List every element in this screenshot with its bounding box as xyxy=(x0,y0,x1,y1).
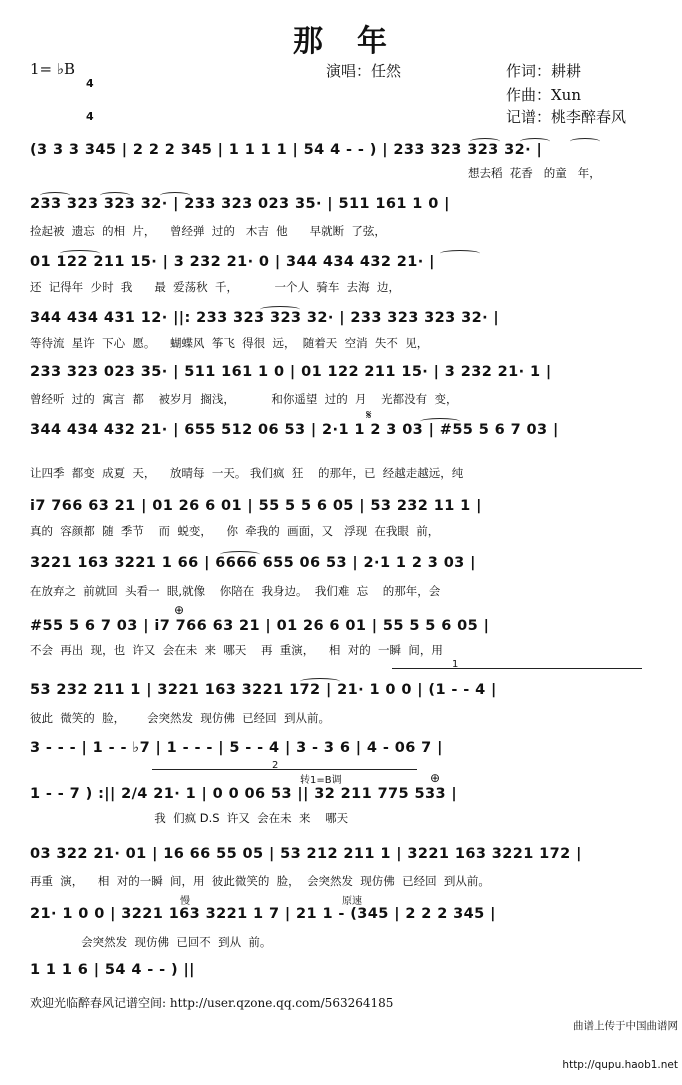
notation-row-13: 03 322 21· 01 | 16 66 55 05 | 53 212 211 1 | 3221 163 3221 172 | xyxy=(30,846,582,862)
slur-mark xyxy=(160,192,190,199)
slur-mark xyxy=(260,306,300,313)
notation-row-15: 1 1 1 6 | 54 4 - - ) || xyxy=(30,962,195,978)
notation-row-7: i7 766 63 21 | 01 26 6 01 | 55 5 5 6 05 | 53 232 11 1 | xyxy=(30,498,482,514)
modulation-label: 转1=B调 xyxy=(300,775,342,786)
notation-row-10: 53 232 211 1 | 3221 163 3221 172 | 21· 1 0 0 | (1 - - 4 | xyxy=(30,682,497,698)
slur-mark xyxy=(440,250,480,257)
lyricist-credit: 作词：耕耕 xyxy=(506,62,582,80)
notation-row-3: 01 122 211 15· | 3 232 21· 0 | 344 434 432 21· | xyxy=(30,254,435,270)
tempo-slow-label: 慢 xyxy=(180,896,190,907)
segno-icon: 𝄋 xyxy=(366,408,372,423)
notation-row-14: 21· 1 0 0 | 3221 163 3221 1 7 | 21 1 - (345 | 2 2 2 345 | xyxy=(30,906,496,922)
slur-mark xyxy=(420,418,460,425)
key-signature: 1= ♭B xyxy=(30,60,75,78)
notation-row-4: 344 434 431 12· ||: 233 323 323 32· | 233 323 323 32· | xyxy=(30,310,500,326)
lyric-row-5: 曾经听 过的 寓言 都 被岁月 搁浅， 和你遥望 过的 月 光都没有 变， xyxy=(30,392,458,406)
lyric-row-12: 我 们疯 D.S 许又 会在未 来 哪天 xyxy=(30,811,349,825)
tempo-original-label: 原速 xyxy=(342,896,362,907)
lyric-row-6: 让四季 都变 成夏 天， 放晴每 一天。 我们疯 狂 的那年，已 经越走越远，纯 xyxy=(30,466,464,480)
notation-row-11: 3 - - - | 1 - - ♭7 | 1 - - - | 5 - - 4 | 3 - 3 6 | 4 - 06 7 | xyxy=(30,740,443,756)
slur-mark xyxy=(220,551,260,558)
volta-1-bracket xyxy=(392,668,642,669)
slur-mark xyxy=(470,138,500,145)
lyric-row-10: 彼此 微笑的 脸， 会突然发 现仿佛 已经回 到从前。 xyxy=(30,711,330,725)
lyric-row-4: 等待流 星许 下心 愿。 蝴蝶风 筝飞 得很 远， 随着天 空消 失不 见， xyxy=(30,336,429,350)
time-signature xyxy=(86,56,94,133)
footer-site-credit: 欢迎光临醉春风记谱空间: http://user.qzone.qq.com/563264185 xyxy=(30,996,394,1010)
notation-row-2: 233 323 323 32· | 233 323 023 35· | 511 161 1 0 | xyxy=(30,196,450,212)
lyric-row-7: 真的 容颜都 随 季节 而 蜕变， 你 牵我的 画面，又 浮现 在我眼 前， xyxy=(30,524,440,538)
volta-1-label: 1 xyxy=(452,659,459,670)
notation-row-1: (3 3 3 345 | 2 2 2 345 | 1 1 1 1 | 54 4 - - ) | 233 323 323 32· | xyxy=(30,142,543,158)
watermark-line-1: 曲谱上传于中国曲谱网 xyxy=(573,1020,678,1032)
notation-row-6: 344 434 432 21· | 655 512 06 53 | 2·1 1 2 3 03 | #55 5 6 7 03 | xyxy=(30,422,559,438)
notation-row-8: 3221 163 3221 1 66 | 6666 655 06 53 | 2·1 1 2 3 03 | xyxy=(30,555,476,571)
lyric-row-13: 再重 演， 相 对的一瞬 间，用 彼此微笑的 脸， 会突然发 现仿佛 已经回 到从前。 xyxy=(30,874,490,888)
slur-mark xyxy=(300,678,340,685)
lyric-row-9: 不会 再出 现，也 许又 会在未 来 哪天 再 重演， 相 对的 一瞬 间，用 xyxy=(30,643,443,657)
slur-mark xyxy=(570,138,600,145)
coda-icon: ⊕ xyxy=(430,771,441,785)
lyric-row-8: 在放弃之 前就回 头看一 眼,就像 你陪在 我身边。 我们难 忘 的那年，会 xyxy=(30,584,441,598)
slur-mark xyxy=(520,138,550,145)
coda-icon: ⊕ xyxy=(174,603,185,617)
slur-mark xyxy=(60,250,100,257)
footer-watermark xyxy=(562,994,678,1085)
lyric-row-14: 会突然发 现仿佛 已回不 到从 前。 xyxy=(30,935,272,949)
notation-row-12: 1 - - 7 ) :|| 2/4 21· 1 | 0 0 06 53 || 32 211 775 533 | xyxy=(30,786,458,802)
transcriber-credit: 记谱：桃李醉春风 xyxy=(506,108,627,126)
volta-2-bracket xyxy=(152,769,417,770)
meter-bottom: 4 xyxy=(86,110,94,123)
slur-mark xyxy=(40,192,70,199)
meter-top: 4 xyxy=(86,77,94,90)
watermark-line-2: http://qupu.haob1.net xyxy=(562,1059,678,1071)
notation-row-9: #55 5 6 7 03 | i7 766 63 21 | 01 26 6 01 | 55 5 5 6 05 | xyxy=(30,618,490,634)
page-title: 那 年 xyxy=(293,24,389,59)
lyric-row-2: 捡起被 遗忘 的相 片， 曾经弹 过的 木吉 他 早就断 了弦， xyxy=(30,224,386,238)
lyric-row-3: 还 记得年 少时 我 最 爱荡秋 千， 一个人 骑车 去海 边， xyxy=(30,280,400,294)
singer-credit: 演唱：任然 xyxy=(326,62,402,80)
lyric-row-1: 想去稻 花香 的童 年， xyxy=(468,166,601,180)
slur-mark xyxy=(100,192,130,199)
notation-row-5: 233 323 023 35· | 511 161 1 0 | 01 122 211 15· | 3 232 21· 1 | xyxy=(30,364,552,380)
volta-2-label: 2 xyxy=(272,760,279,771)
composer-credit: 作曲：Xun xyxy=(506,86,582,104)
